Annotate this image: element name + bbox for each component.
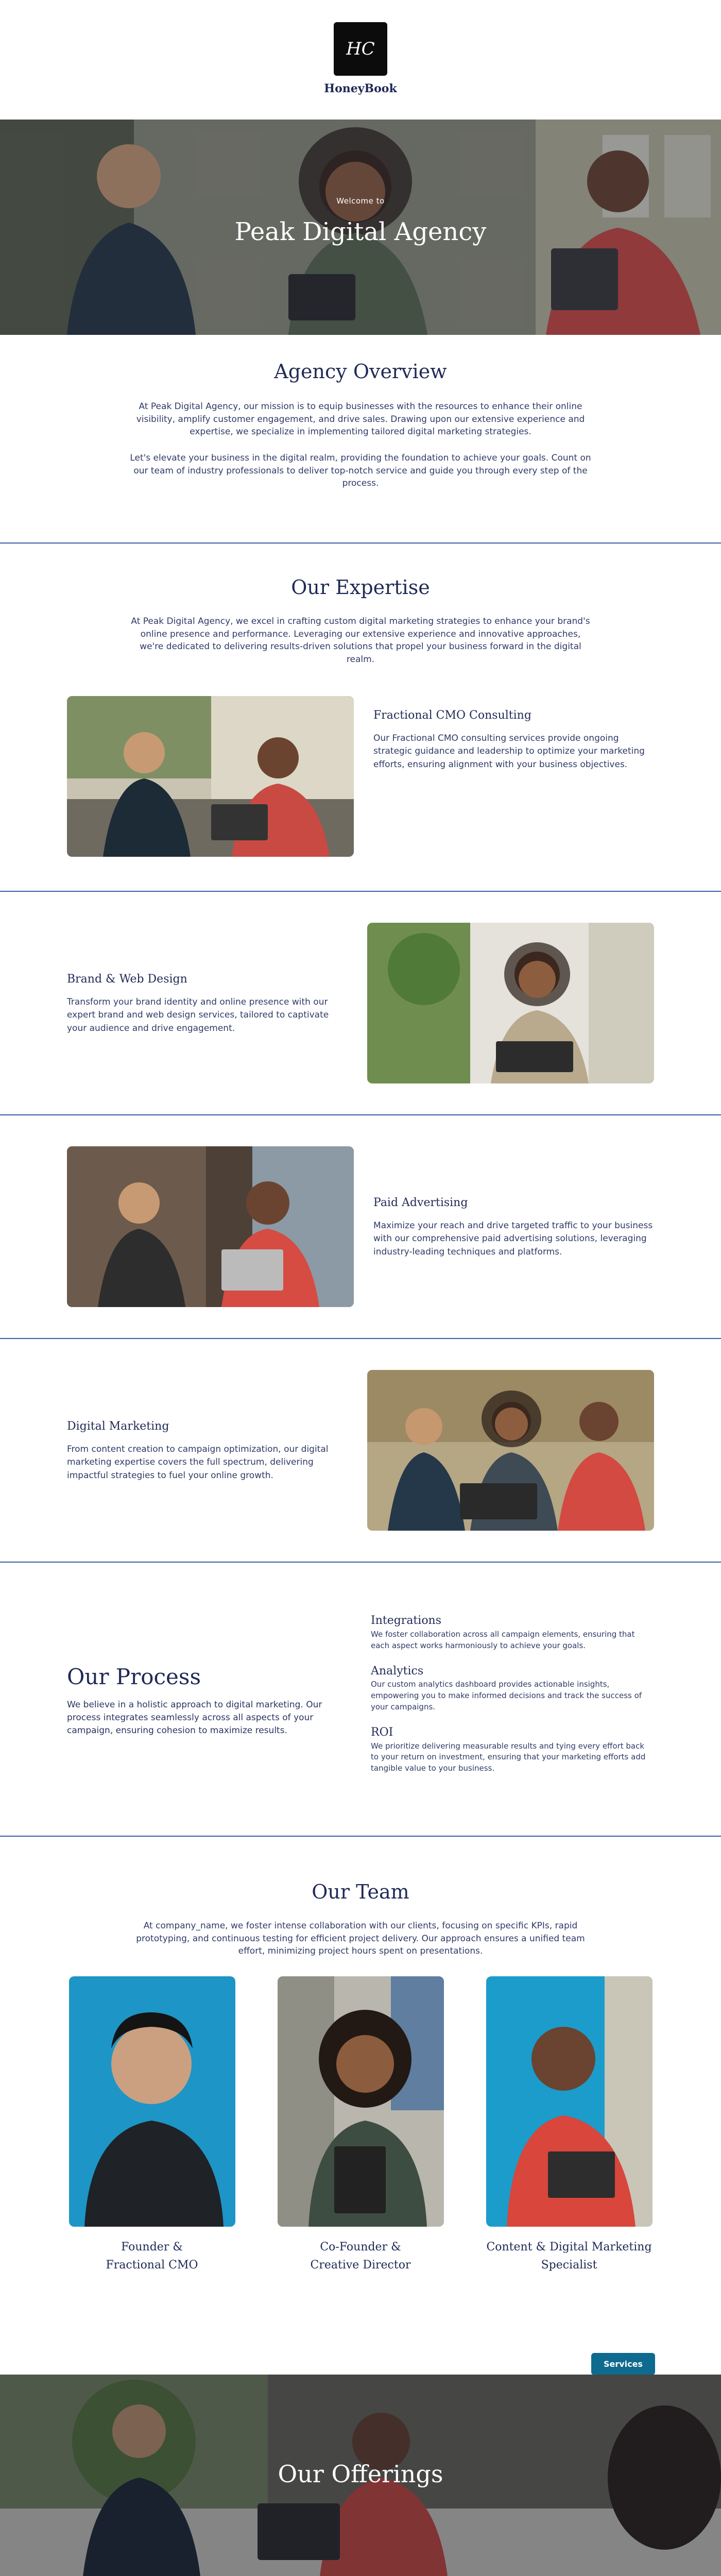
team-role-line: Specialist (541, 2259, 597, 2272)
team-role-line: Co-Founder & (320, 2241, 401, 2254)
site-header (0, 0, 721, 120)
process-section (0, 1563, 721, 1836)
service-paid-advertising (0, 1115, 721, 1338)
process-title: Our Process (67, 1664, 201, 1689)
team-member-role (278, 2238, 444, 2274)
team-member (486, 1976, 653, 2274)
hero-text (0, 196, 721, 250)
logo-glyph: HC (346, 38, 375, 59)
expertise-intro: At Peak Digital Agency, we excel in crafting custom digital marketing strategies to enhance your brand's online presence and performance. Leveraging our extensive experience and innovative approaches, we're dedicated to delivering results-driven solutions that propel your business forward in the digital realm. (131, 616, 590, 665)
team-section (0, 1837, 721, 2375)
service-description: From content creation to campaign optimization, our digital marketing expertise covers the full spectrum, delivering impactful strategies to fuel your online growth. (67, 1444, 329, 1481)
process-step-text: We prioritize delivering measurable results and tying every effort back to your return on investment, ensuring that your marketing efforts add tangible value to your business. (371, 1741, 646, 1773)
service-title: Fractional CMO Consulting (373, 709, 531, 722)
service-photo (67, 696, 354, 857)
service-description: Transform your brand identity and online presence with our expert brand and web design services, tailored to captivate your audience and drive engagement. (67, 996, 329, 1033)
process-steps (371, 1613, 654, 1786)
team-member-role (486, 2238, 653, 2274)
service-title: Paid Advertising (373, 1196, 468, 1209)
agency-overview-p1: At Peak Digital Agency, our mission is to equip businesses with the resources to enhance their online visibility, amplify customer engagement, and drive sales. Drawing upon our extensive experience and expertise, we specialize in implementing tailored digital marketing strategies. (136, 401, 585, 437)
service-digital-marketing (0, 1339, 721, 1562)
process-step-text: Our custom analytics dashboard provides actionable insights, empowering you to make informed decisions and track the success of your campaigns. (371, 1680, 642, 1711)
team-member (69, 1976, 235, 2274)
service-title: Brand & Web Design (67, 972, 187, 986)
agency-overview-p2: Let's elevate your business in the digital realm, providing the foundation to achieve your goals. Count on our team of industry professionals to deliver top-notch service and guide you through every step of the process. (130, 453, 591, 489)
team-member-role (69, 2238, 235, 2274)
service-photo (367, 1370, 654, 1531)
expertise-title: Our Expertise (291, 576, 430, 599)
team-member-photo (69, 1976, 235, 2227)
brand-logo[interactable] (334, 22, 387, 76)
expertise-section (0, 544, 721, 696)
service-brand-web (0, 892, 721, 1114)
agency-overview-title: Agency Overview (274, 360, 447, 383)
team-intro: At company_name, we foster intense collaboration with our clients, focusing on specific KPIs, rapid prototyping, and continuous testing for efficient project delivery. Our approach ensures a unified team effort, minimizing project hours spent on presentations. (136, 1921, 585, 1957)
service-fractional-cmo (0, 696, 721, 891)
team-role-line: Content & Digital Marketing (486, 2241, 652, 2254)
process-step-title: Analytics (371, 1664, 424, 1677)
service-text (67, 1418, 348, 1482)
service-text (67, 971, 348, 1035)
service-text (373, 696, 654, 771)
team-member (278, 1976, 444, 2274)
agency-overview-section (0, 335, 721, 543)
offerings-banner (0, 2375, 721, 2576)
team-member-photo (278, 1976, 444, 2227)
service-title: Digital Marketing (67, 1419, 169, 1433)
team-role-line: Creative Director (310, 2259, 411, 2272)
process-intro (67, 1662, 350, 1737)
service-photo (67, 1146, 354, 1307)
hero-banner (0, 120, 721, 335)
hero-title: Peak Digital Agency (234, 217, 487, 246)
service-description: Maximize your reach and drive targeted traffic to your business with our comprehensive paid advertising solutions, leveraging industry-leading techniques and platforms. (373, 1220, 653, 1257)
team-title: Our Team (312, 1880, 409, 1903)
team-grid (0, 1976, 721, 2274)
process-step-text: We foster collaboration across all campaign elements, ensuring that each aspect works harmoniously to achieve your goals. (371, 1630, 635, 1650)
service-description: Our Fractional CMO consulting services provide ongoing strategic guidance and leadership to optimize your marketing efforts, ensuring alignment with your business objectives. (373, 733, 645, 770)
services-button[interactable]: Services (591, 2353, 655, 2375)
process-text: We believe in a holistic approach to digital marketing. Our process integrates seamlessly across all aspects of your campaign, ensuring cohesion to maximize results. (67, 1700, 322, 1736)
brand-name: HoneyBook (324, 82, 397, 96)
process-step-title: Integrations (371, 1614, 442, 1628)
team-role-line: Founder & (121, 2241, 183, 2254)
process-step-title: ROI (371, 1725, 393, 1739)
offerings-title: Our Offerings (278, 2460, 443, 2488)
team-role-line: Fractional CMO (106, 2259, 198, 2272)
team-member-photo (486, 1976, 653, 2227)
service-photo (367, 923, 654, 1083)
service-text (373, 1195, 654, 1259)
hero-welcome: Welcome to (336, 196, 385, 206)
